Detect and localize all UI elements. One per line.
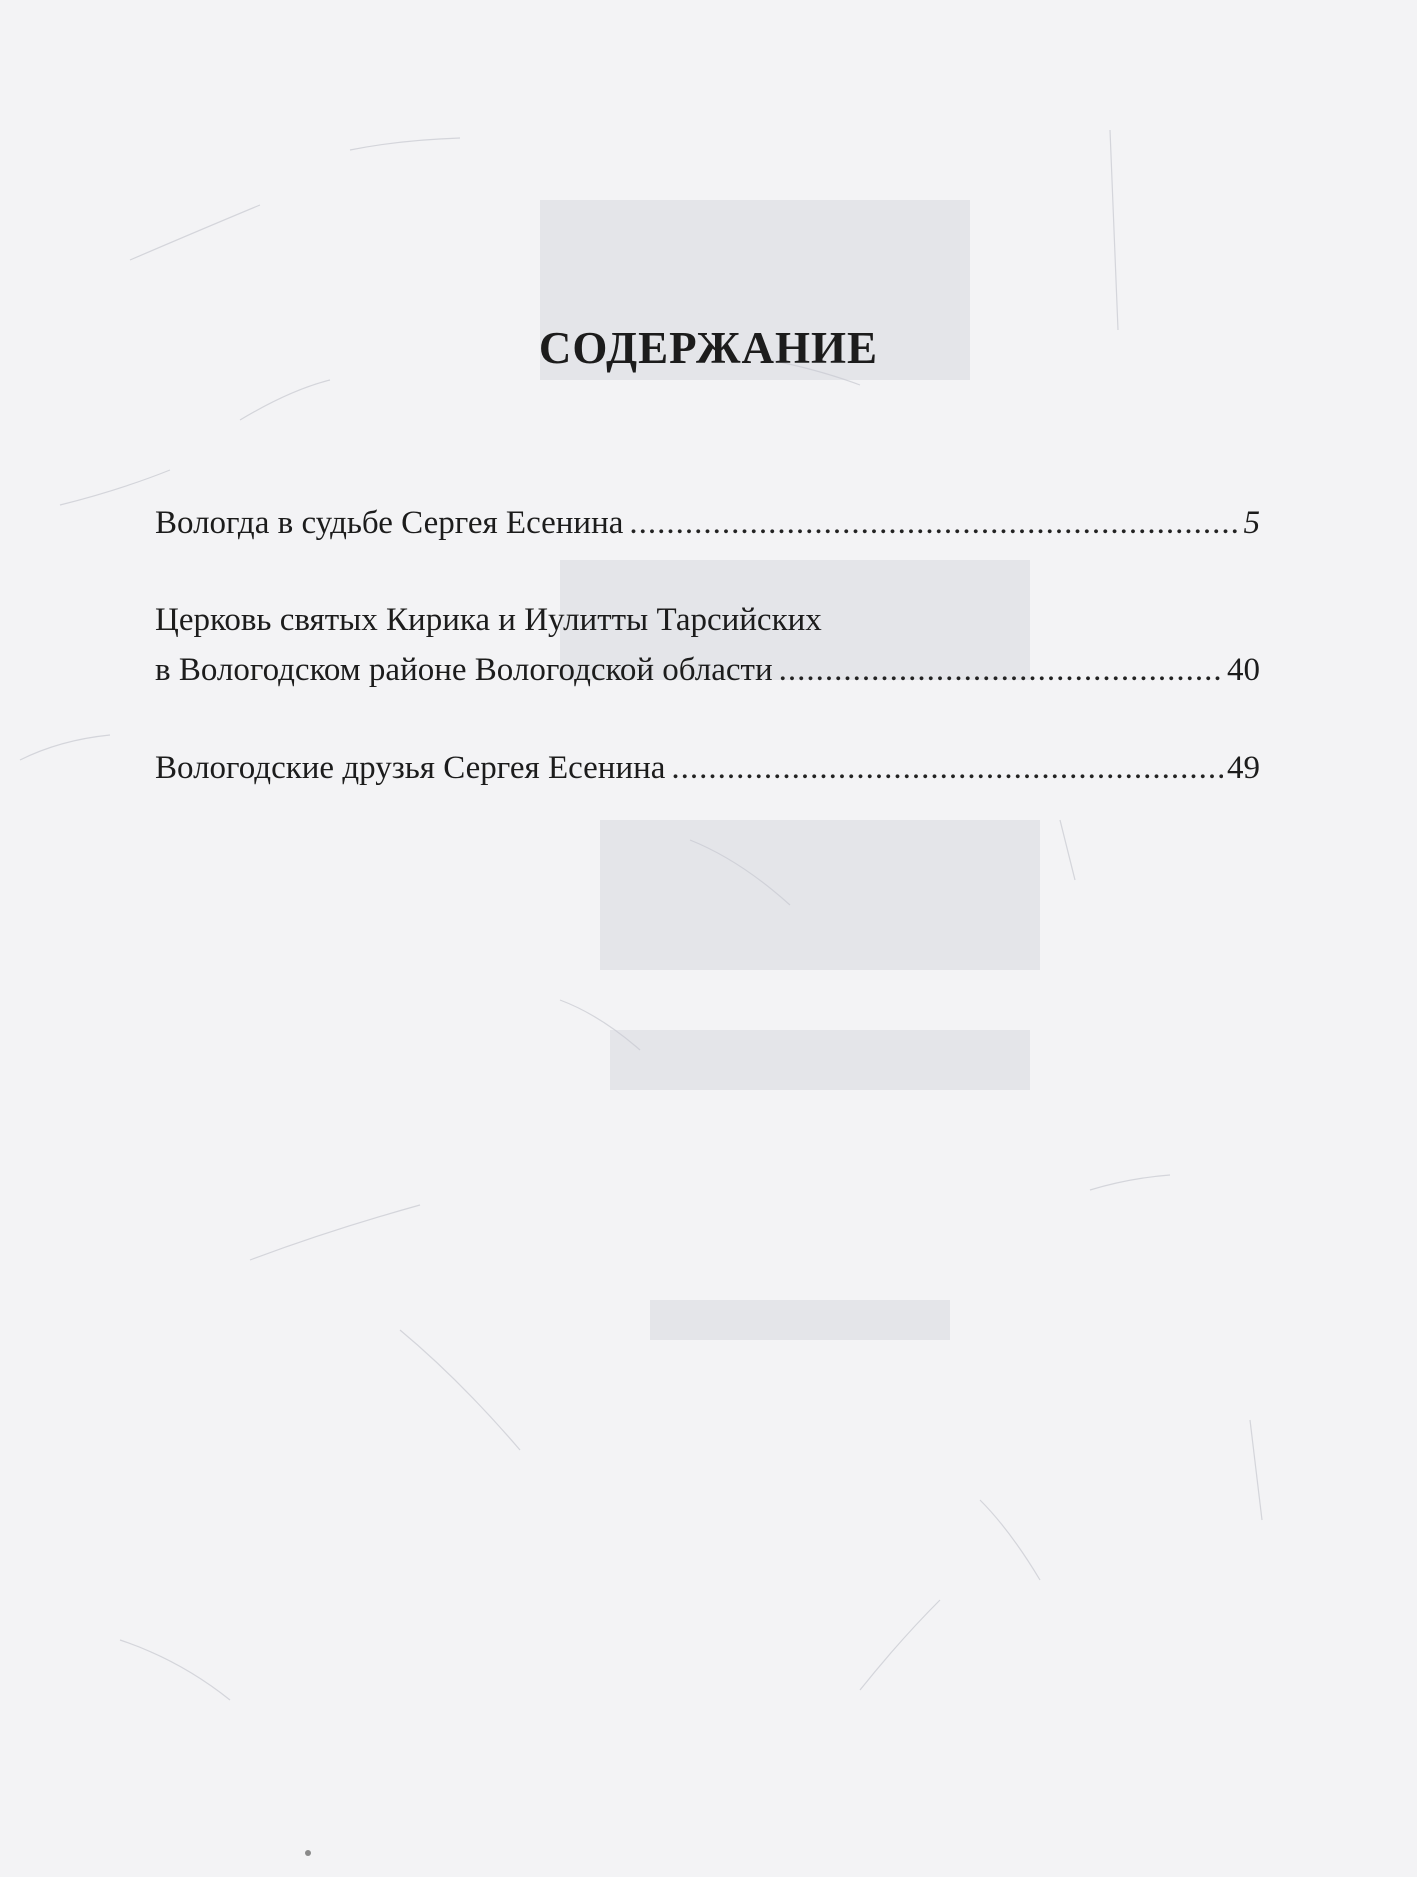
show-through-print (650, 1300, 950, 1340)
toc-entry[interactable] (155, 498, 1260, 548)
toc-entry-title-continued: в Вологодском районе Вологодской области (155, 652, 773, 688)
paper-fiber (20, 735, 110, 760)
show-through-print (600, 820, 1040, 970)
page-title: СОДЕРЖАНИЕ (538, 323, 879, 373)
paper-fiber (350, 138, 460, 150)
toc-entry-title: Вологодские друзья Сергея Есенина (155, 750, 666, 786)
ink-speck (305, 1850, 311, 1856)
paper-fiber (560, 1000, 640, 1050)
paper-fiber (690, 840, 790, 905)
paper-fiber (130, 205, 260, 260)
paper-fiber (120, 1640, 230, 1700)
toc-leader-dots (629, 498, 1239, 548)
show-through-print (610, 1030, 1030, 1090)
paper-fiber (860, 1600, 940, 1690)
toc-line (155, 645, 1260, 695)
paper-fiber (250, 1205, 420, 1260)
toc-entry-title: Вологда в судьбе Сергея Есенина (155, 505, 624, 541)
toc-leader-dots (779, 645, 1223, 695)
toc-line (155, 595, 1260, 645)
toc-page-number: 49 (1227, 750, 1260, 786)
toc-entry[interactable] (155, 743, 1260, 793)
paper-fiber (400, 1330, 520, 1450)
toc-page-number: 40 (1227, 652, 1260, 688)
paper-fiber (1110, 130, 1118, 330)
paper-fiber (240, 380, 330, 420)
toc-line (155, 743, 1260, 793)
paper-fiber (1060, 820, 1075, 880)
toc-line (155, 498, 1260, 548)
paper-fiber (60, 470, 170, 505)
paper-fiber (1250, 1420, 1262, 1520)
paper-fiber (980, 1500, 1040, 1580)
toc-leader-dots (671, 743, 1223, 793)
toc-entry-title: Церковь святых Кирика и Иулитты Тарсийских (155, 602, 822, 638)
toc-page-number: 5 (1243, 505, 1260, 541)
toc-entry[interactable] (155, 595, 1260, 695)
paper-fiber (1090, 1175, 1170, 1190)
